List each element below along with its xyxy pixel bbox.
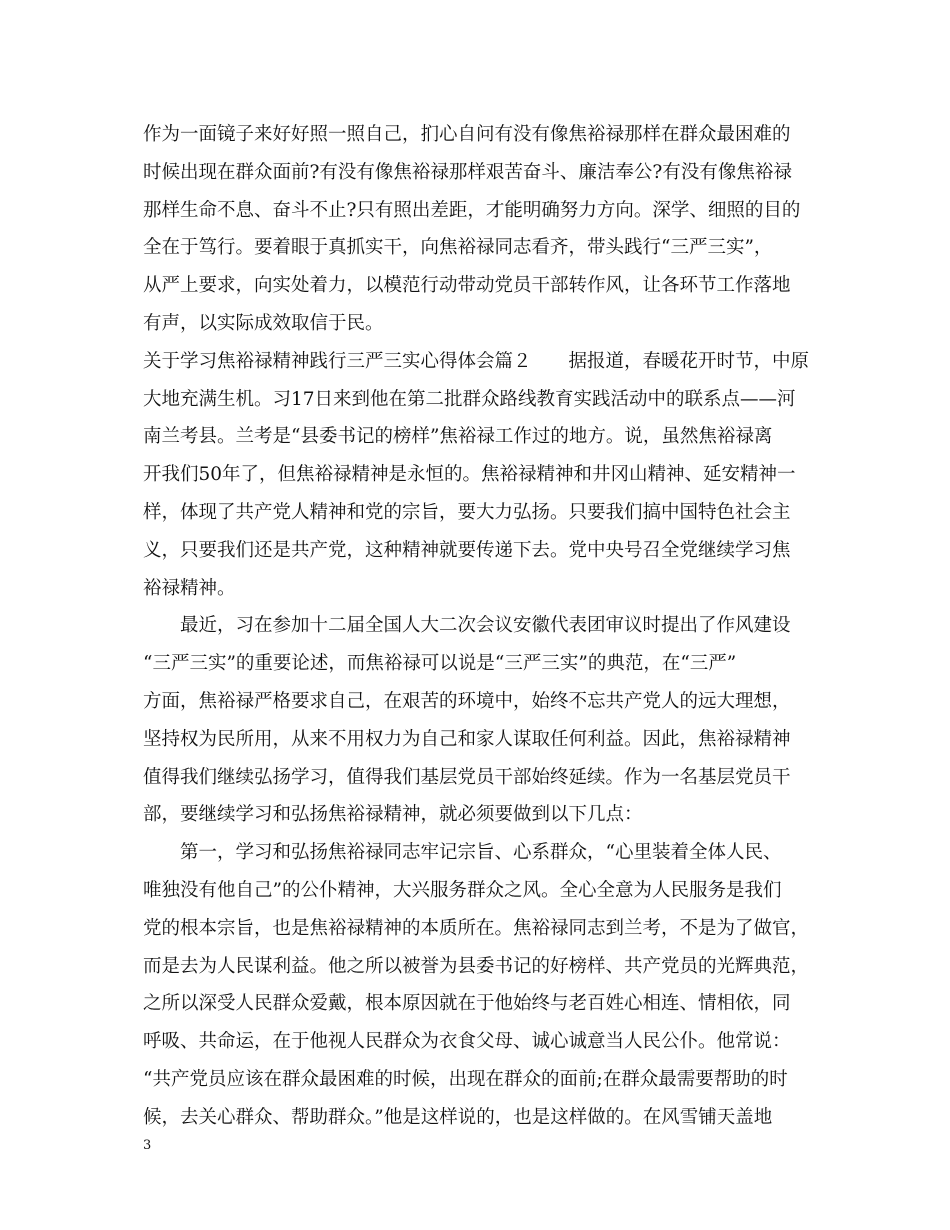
text-line: 之所以深受人民群众爱戴，根本原因就在于他始终与老百姓心相连、情相依，同 (143, 993, 791, 1015)
text-line: 全在于笃行。要着眼于真抓实干，向焦裕禄同志看齐，带头践行“三严三实”， (143, 237, 773, 259)
text-line: 样，体现了共产党人精神和党的宗旨，要大力弘扬。只要我们搞中国特色社会主 (143, 501, 791, 523)
text-line: 候，去关心群众、帮助群众。”他是这样说的，也是这样做的。在风雪铺天盖地 (143, 1106, 773, 1128)
text-line: 作为一面镜子来好好照一照自己，扪心自问有没有像焦裕禄那样在群众最困难的 (143, 124, 791, 145)
text-line: 坚持权为民所用，从来不用权力为自己和家人谋取任何利益。因此，焦裕禄精神 (143, 728, 791, 750)
text-line: 最近，习在参加十二届全国人大二次会议安徽代表团审议时提出了作风建设 (143, 615, 791, 637)
body-text (143, 116, 813, 1137)
text-line: 关于学习焦裕禄精神践行三严三实心得体会篇２ 据报道，春暖花开时节，中原 (143, 350, 810, 372)
text-line: 方面，焦裕禄严格要求自己，在艰苦的环境中，始终不忘共产党人的远大理想， (143, 690, 791, 712)
text-line: 那样生命不息、奋斗不止?只有照出差距，才能明确努力方向。深学、细照的目的 (143, 199, 801, 221)
text-line: 第一，学习和弘扬焦裕禄同志牢记宗旨、心系群众，“心里装着全体人民、 (143, 842, 782, 864)
text-line: 南兰考县。兰考是“县委书记的榜样”焦裕禄工作过的地方。说，虽然焦裕禄离 (143, 426, 773, 448)
text-line: “三严三实”的重要论述，而焦裕禄可以说是“三严三实”的典范，在“三严” (143, 653, 737, 675)
text-line: 呼吸、共命运，在于他视人民群众为衣食父母、诚心诚意当人民公仆。他常说： (143, 1031, 791, 1053)
page-number: 3 (143, 1138, 152, 1153)
text-line: 有声，以实际成效取信于民。 (143, 312, 384, 334)
text-line: 部，要继续学习和弘扬焦裕禄精神，就必须要做到以下几点： (143, 804, 643, 826)
text-line: 开我们50年了，但焦裕禄精神是永恒的。焦裕禄精神和井冈山精神、延安精神一 (143, 464, 796, 486)
text-line: “共产党员应该在群众最困难的时候，出现在群众的面前;在群众最需要帮助的时 (143, 1068, 788, 1090)
text-line: 从严上要求，向实处着力，以模范行动带动党员干部转作风，让各环节工作落地 (143, 275, 791, 297)
text-line: 党的根本宗旨，也是焦裕禄精神的本质所在。焦裕禄同志到兰考，不是为了做官， (143, 917, 810, 939)
text-line: 裕禄精神。 (143, 577, 236, 599)
text-line: 而是去为人民谋利益。他之所以被誉为县委书记的好榜样、共产党员的光辉典范， (143, 955, 810, 977)
text-line: 义，只要我们还是共产党，这种精神就要传递下去。党中央号召全党继续学习焦 (143, 539, 791, 561)
text-line: 唯独没有他自己”的公仆精神，大兴服务群众之风。全心全意为人民服务是我们 (143, 879, 782, 901)
text-line: 大地充满生机。习17日来到他在第二批群众路线教育实践活动中的联系点——河 (143, 388, 796, 410)
text-line: 值得我们继续弘扬学习，值得我们基层党员干部始终延续。作为一名基层党员干 (143, 766, 791, 788)
text-line: 时候出现在群众面前?有没有像焦裕禄那样艰苦奋斗、廉洁奉公?有没有像焦裕禄 (143, 161, 792, 183)
